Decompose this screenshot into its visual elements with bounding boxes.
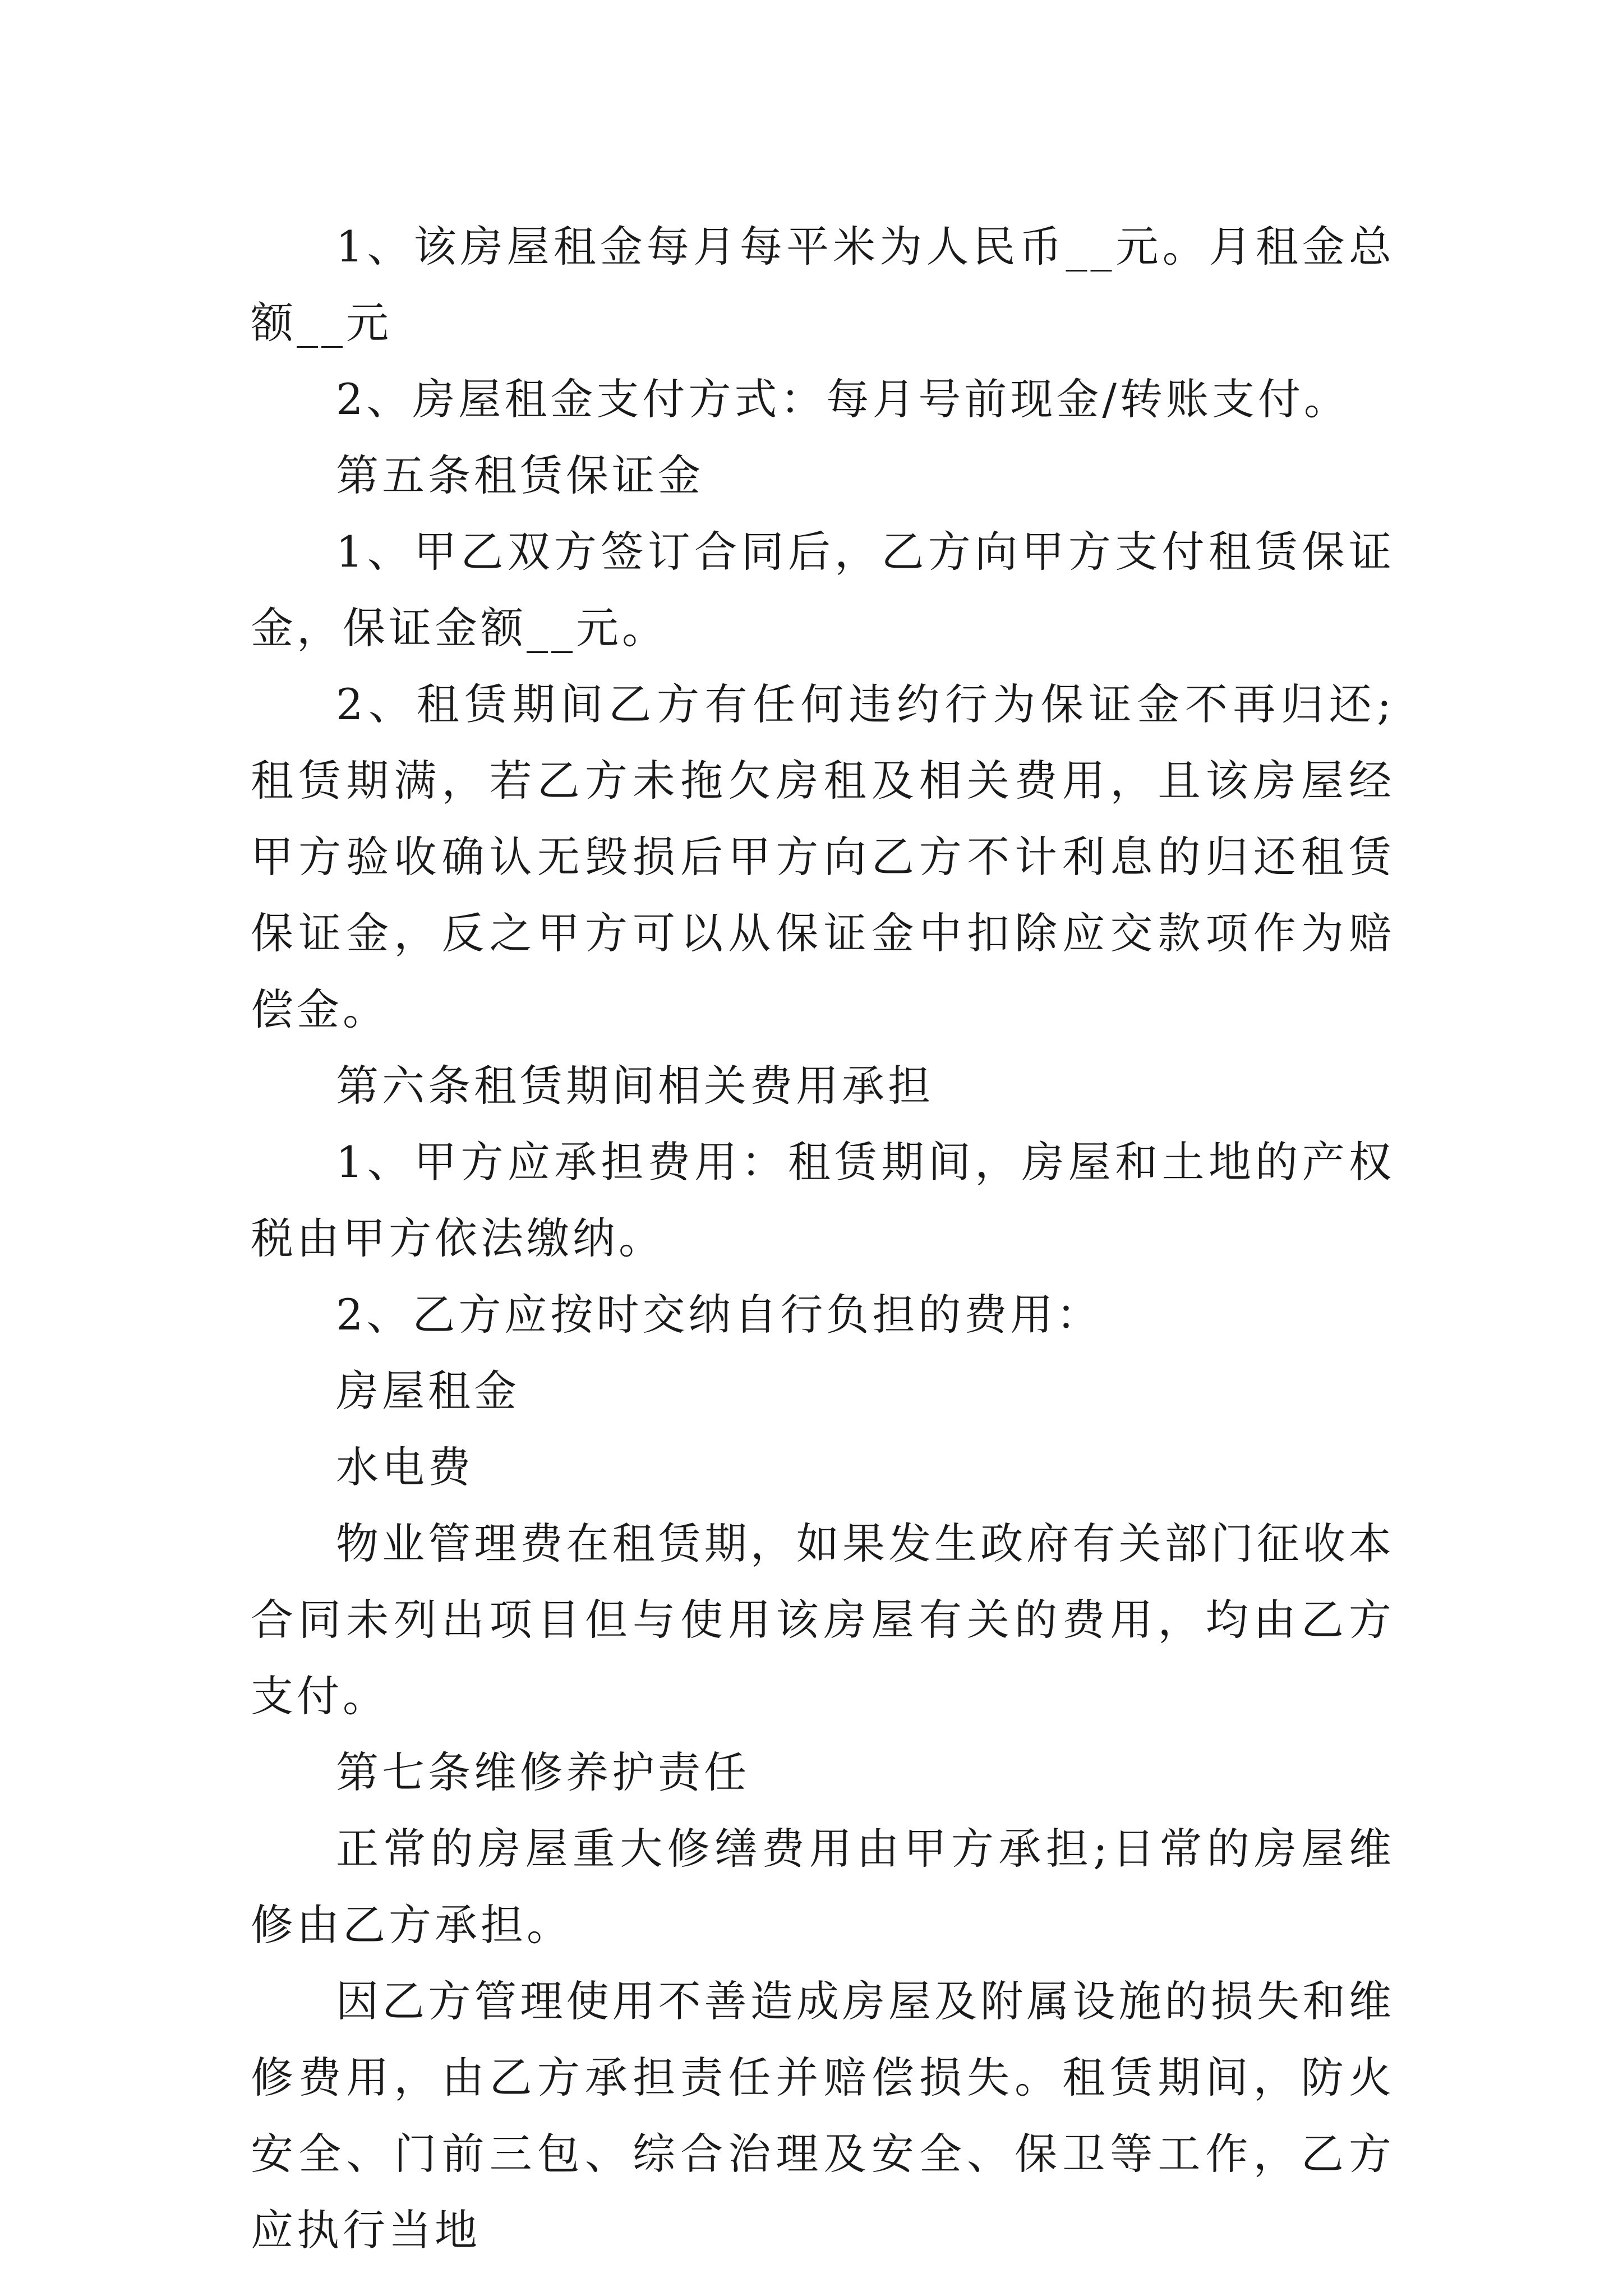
paragraph-party-a-fees: 1、甲方应承担费用：租赁期间，房屋和土地的产权税由甲方依法缴纳。 xyxy=(251,1137,1395,1263)
heading-article-7: 第七条维修养护责任 xyxy=(336,1747,750,1797)
list-item-rent: 房屋租金 xyxy=(336,1366,520,1416)
paragraph-deposit-amount: 1、甲乙双方签订合同后，乙方向甲方支付租赁保证金，保证金额__元。 xyxy=(251,527,1395,653)
heading-article-5: 第五条租赁保证金 xyxy=(336,450,704,500)
paragraph-party-b-fees: 2、乙方应按时交纳自行负担的费用： xyxy=(336,1290,1103,1340)
heading-article-6: 第六条租赁期间相关费用承担 xyxy=(336,1061,934,1111)
paragraph-repair-costs: 正常的房屋重大修缮费用由甲方承担;日常的房屋维修由乙方承担。 xyxy=(251,1824,1395,1950)
list-item-utilities: 水电费 xyxy=(336,1442,474,1492)
paragraph-property-fees: 物业管理费在租赁期，如果发生政府有关部门征收本合同未列出项目但与使用该房屋有关的费用，均由乙方支付。 xyxy=(251,1519,1395,1721)
paragraph-rent-amount: 1、该房屋租金每月每平米为人民币__元。月租金总额__元 xyxy=(251,222,1395,348)
paragraph-deposit-return: 2、租赁期间乙方有任何违约行为保证金不再归还;租赁期满，若乙方未拖欠房租及相关费用，且该房屋经甲方验收确认无毁损后甲方向乙方不计利息的归还租赁保证金，反之甲方可以从保证金中扣除应交款项作为赔偿金。 xyxy=(251,679,1395,1034)
paragraph-rent-payment: 2、房屋租金支付方式：每月号前现金/转账支付。 xyxy=(336,374,1350,424)
document-body xyxy=(251,209,1395,2269)
paragraph-damage-liability: 因乙方管理使用不善造成房屋及附属设施的损失和维修费用，由乙方承担责任并赔偿损失。租赁期间，防火安全、门前三包、综合治理及安全、保卫等工作，乙方应执行当地 xyxy=(251,1976,1395,2255)
